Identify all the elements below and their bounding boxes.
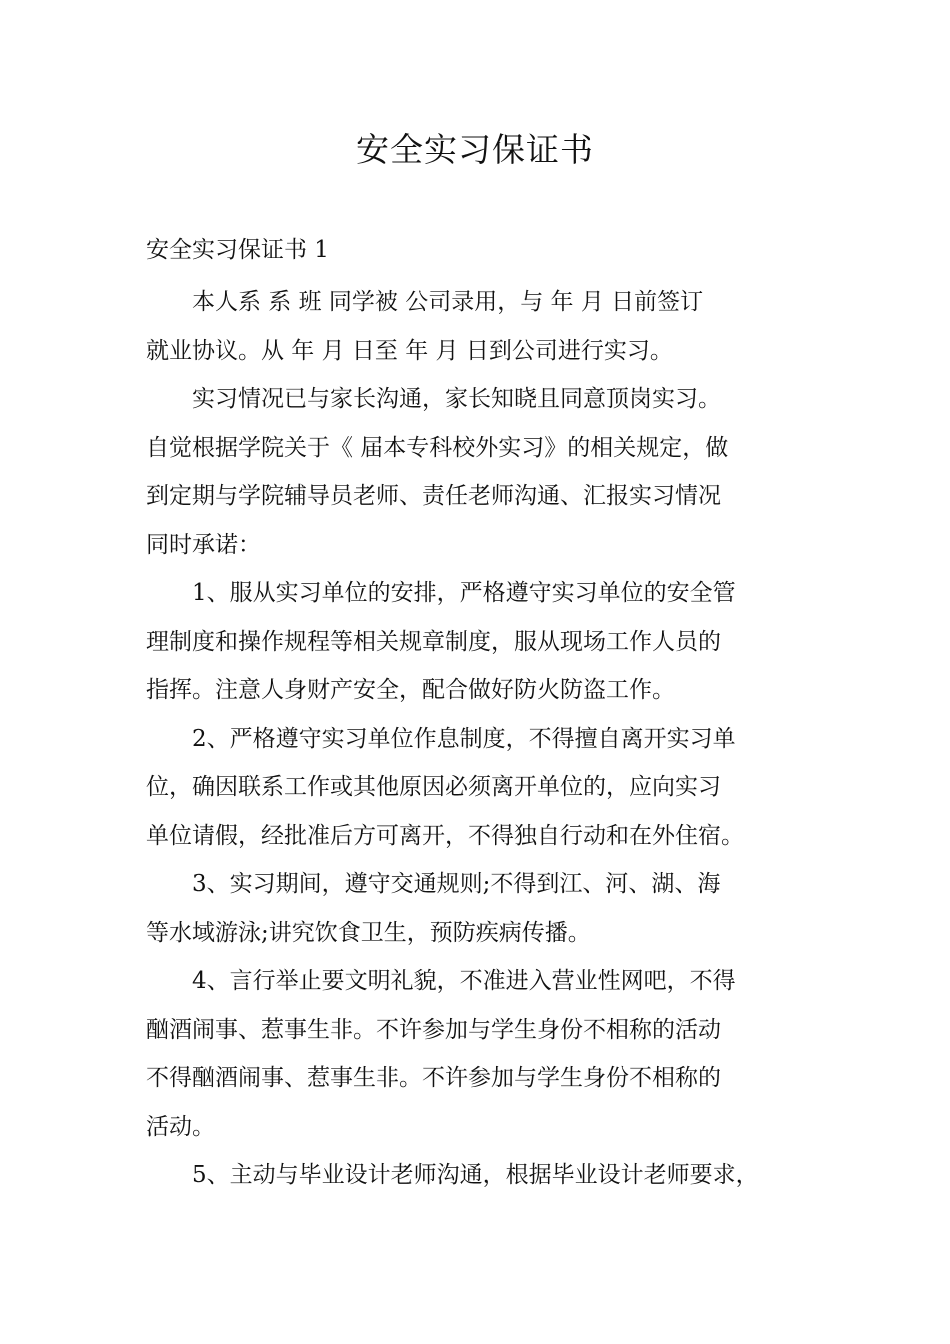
paragraph-1 (146, 278, 810, 375)
paragraph-line: 位，确因联系工作或其他原因必须离开单位的，应向实习 (146, 774, 721, 800)
paragraph-2 (146, 375, 810, 569)
paragraph-line: 1、服从实习单位的安排，严格遵守实习单位的安全管 (192, 580, 736, 606)
paragraph-line: 理制度和操作规程等相关规章制度，服从现场工作人员的 (146, 628, 721, 655)
paragraph-line: 就业协议。从 年 月 日至 年 月 日到公司进行实习。 (146, 337, 673, 364)
paragraph-line: 活动。 (146, 1113, 215, 1140)
section-heading: 安全实习保证书 1 (146, 237, 329, 263)
paragraph-7 (146, 1151, 810, 1200)
paragraph-line: 本人系 系 班 同学被 公司录用，与 年 月 日前签订 (192, 289, 704, 315)
paragraph-line: 自觉根据学院关于《 届本专科校外实习》的相关规定，做 (146, 434, 729, 461)
paragraph-line: 3、实习期间，遵守交通规则;不得到江、河、湖、海 (192, 871, 721, 897)
paragraph-line: 2、严格遵守实习单位作息制度，不得擅自离开实习单 (192, 725, 736, 752)
paragraph-line: 等水域游泳;讲究饮食卫生，预防疾病传播。 (146, 919, 591, 946)
paragraph-4 (146, 715, 810, 861)
paragraph-line: 到定期与学院辅导员老师、责任老师沟通、汇报实习情况 (146, 483, 721, 509)
paragraph-line: 同时承诺： (146, 531, 261, 558)
paragraph-line: 5、主动与毕业设计老师沟通，根据毕业设计老师要求， (192, 1162, 759, 1188)
paragraph-line: 4、言行举止要文明礼貌，不准进入营业性网吧，不得 (192, 968, 736, 994)
document-title: 安全实习保证书 (356, 130, 594, 169)
paragraph-line: 酗酒闹事、惹事生非。不许参加与学生身份不相称的活动 (146, 1016, 721, 1043)
paragraph-3 (146, 569, 810, 715)
document-body (146, 226, 810, 1200)
paragraph-5 (146, 860, 810, 957)
paragraph-line: 单位请假，经批准后方可离开，不得独自行动和在外住宿。 (146, 822, 744, 849)
paragraph-line: 实习情况已与家长沟通，家长知晓且同意顶岗实习。 (192, 386, 721, 412)
paragraph-line: 指挥。注意人身财产安全，配合做好防火防盗工作。 (146, 677, 675, 703)
paragraph-6 (146, 957, 810, 1151)
paragraph-line: 不得酗酒闹事、惹事生非。不许参加与学生身份不相称的 (146, 1065, 721, 1091)
